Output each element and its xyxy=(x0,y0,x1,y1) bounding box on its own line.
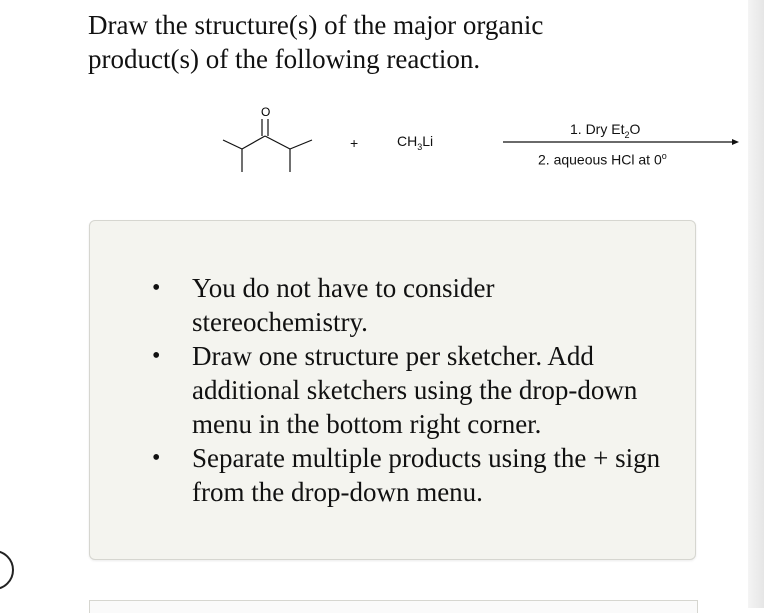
question-line-2: product(s) of the following reaction. xyxy=(88,44,481,74)
reagent-label xyxy=(397,133,433,152)
condition2-superscript: o xyxy=(661,151,667,161)
ketone-structure xyxy=(220,100,330,190)
condition1-main: 1. Dry Et xyxy=(570,121,625,137)
condition1-subscript: 2 xyxy=(624,129,630,140)
plus-sign: + xyxy=(350,135,359,151)
reagent-main: CH xyxy=(397,133,418,149)
instruction-item: • You do not have to consider stereochemistry. xyxy=(152,271,662,339)
instruction-item: • Separate multiple products using the + sign from the drop-down menu. xyxy=(152,441,662,509)
oxygen-atom-label: O xyxy=(261,105,271,119)
instructions-panel xyxy=(89,220,696,560)
condition1-tail: O xyxy=(629,121,641,137)
bond-right xyxy=(265,136,290,149)
reaction-scheme xyxy=(0,0,764,200)
reagent-subscript: 3 xyxy=(417,141,423,152)
condition2-main: 2. aqueous HCl at 0 xyxy=(538,151,662,168)
reaction-arrow xyxy=(503,136,739,148)
reagent-tail: Li xyxy=(422,133,434,149)
bond-left xyxy=(242,136,265,149)
sketcher-panel[interactable] xyxy=(89,600,698,613)
question-line-1: Draw the structure(s) of the major organic xyxy=(88,10,544,40)
instruction-item: • Draw one structure per sketcher. Add additional sketchers using the drop-down menu in the bottom right corner. xyxy=(152,339,662,441)
bond-left-methyl xyxy=(223,140,242,149)
circle-button[interactable] xyxy=(0,550,14,590)
bond-right-methyl xyxy=(290,140,312,149)
instructions-list xyxy=(152,271,662,509)
condition-step-2 xyxy=(538,151,667,168)
